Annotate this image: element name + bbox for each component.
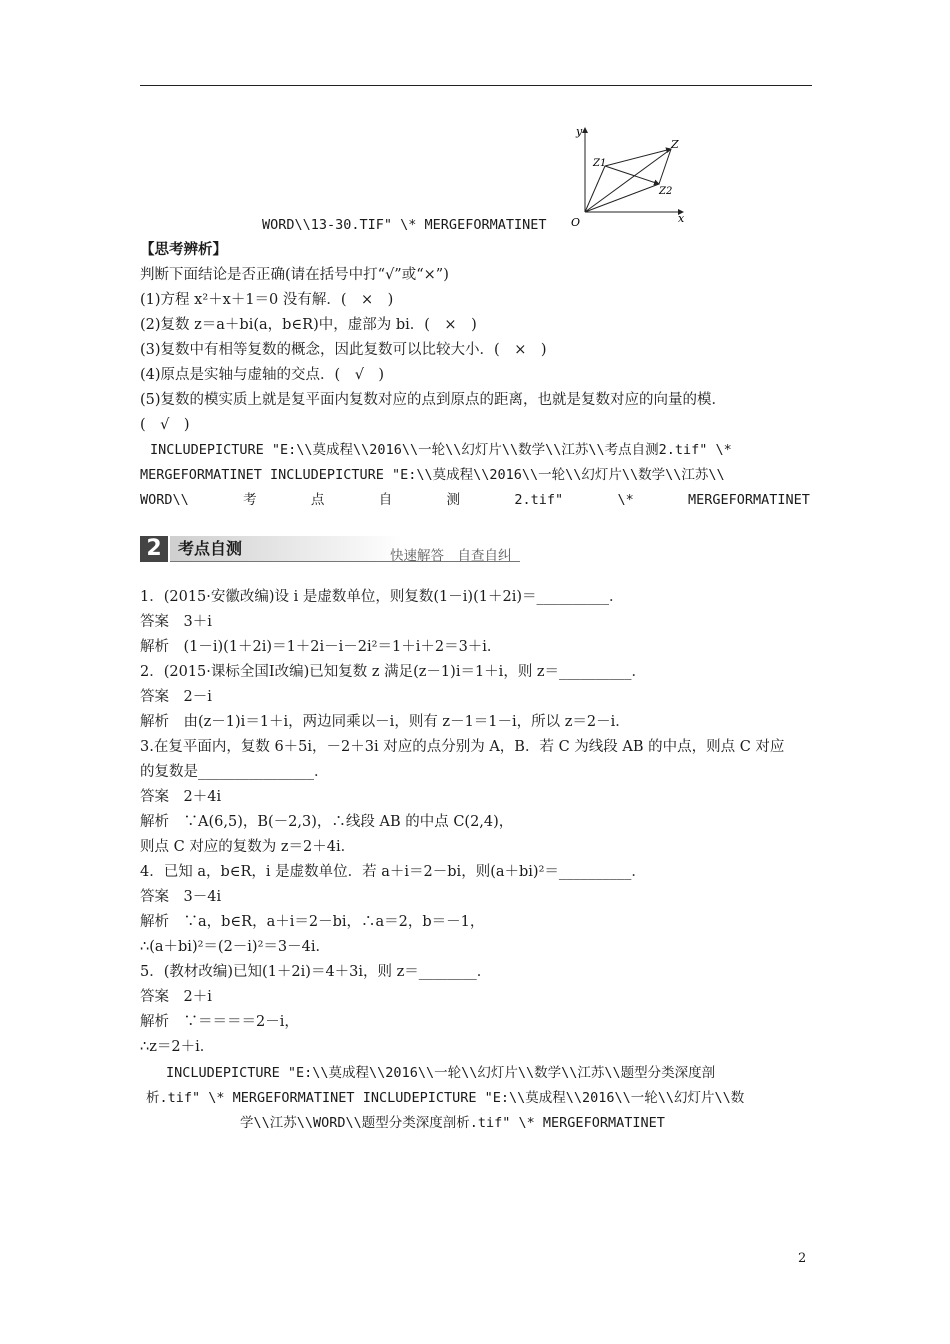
judge-item-1: (1)方程 x²＋x＋1＝0 没有解．( × ) — [140, 292, 394, 308]
answer-5: 答案 2＋i — [140, 989, 212, 1005]
explanation-4: 解析 ∵a，b∈R，a＋i＝2－bi，∴a＝2，b＝－1， — [140, 914, 485, 930]
include-field-part: 考 — [243, 492, 257, 508]
judge-item-5-answer: ( √ ) — [140, 417, 190, 433]
figure-caption: WORD\\13-30.TIF" \* MERGEFORMATINET — [262, 217, 547, 233]
section-header — [140, 536, 520, 562]
question-1: 1．(2015·安徽改编)设 i 是虚数单位，则复数(1－i)(1＋2i)＝__________． — [140, 589, 624, 605]
question-2: 2．(2015·课标全国Ⅰ改编)已知复数 z 满足(z－1)i＝1＋i，则 z＝__________． — [140, 664, 647, 680]
answer-4: 答案 3－4i — [140, 889, 222, 905]
explanation-5-continued: ∴z＝2＋i． — [140, 1039, 215, 1055]
question-3-continued: 的复数是________________． — [140, 764, 329, 780]
include-field-part: 自 — [378, 492, 393, 508]
origin-label: O — [571, 216, 581, 229]
question-5: 5．(教材改编)已知(1＋2i)＝4＋3i，则 z＝________． — [140, 964, 492, 980]
header-rule — [140, 85, 812, 86]
point-z2-label: Z2 — [659, 186, 673, 197]
judge-item-3: (3)复数中有相等复数的概念，因此复数可以比较大小．( × ) — [140, 342, 547, 358]
question-4: 4．已知 a，b∈R，i 是虚数单位．若 a＋i＝2－bi，则(a＋bi)²＝__________． — [140, 864, 646, 880]
include-field-line-2: MERGEFORMATINET INCLUDEPICTURE "E:\\莫成程\\2016\\一轮\\幻灯片\\数学\\江苏\\ — [140, 467, 725, 483]
include-field-line-1: INCLUDEPICTURE "E:\\莫成程\\2016\\一轮\\幻灯片\\数学\\江苏\\考点自测2.tif" \* — [150, 442, 732, 458]
vector-oz2 — [585, 184, 659, 212]
explanation-1: 解析 (1－i)(1＋2i)＝1＋2i－i－2i²＝1＋i＋2＝3＋i． — [140, 639, 502, 655]
include-field-part: MERGEFORMATINET — [688, 492, 810, 508]
judge-item-2: (2)复数 z＝a＋bi(a，b∈R)中，虚部为 bi．( × ) — [140, 317, 477, 333]
include-field-part: WORD\\ — [140, 492, 189, 508]
section-number-badge: 2 — [140, 536, 168, 562]
explanation-2: 解析 由(z－1)i＝1＋i，两边同乘以－i，则有 z－1＝1－i，所以 z＝2－i． — [140, 714, 630, 730]
judge-item-5: (5)复数的模实质上就是复平面内复数对应的点到原点的距离，也就是复数对应的向量的模． — [140, 392, 727, 408]
include-field-part: 测 — [446, 492, 461, 508]
edge-z1-z2 — [605, 166, 659, 184]
y-axis-label: y — [576, 125, 583, 138]
judge-item-4: (4)原点是实轴与虚轴的交点．( √ ) — [140, 367, 385, 383]
edge-z2-z — [659, 149, 671, 184]
include-field-line-5: 析.tif" \* MERGEFORMATINET INCLUDEPICTURE "E:\\莫成程\\2016\\一轮\\幻灯片\\数 — [146, 1090, 745, 1106]
explanation-4-continued: ∴(a＋bi)²＝(2－i)²＝3－4i． — [140, 939, 330, 955]
include-field-line-6: 学\\江苏\\WORD\\题型分类深度剖析.tif" \* MERGEFORMATINET — [240, 1115, 665, 1131]
judge-intro: 判断下面结论是否正确(请在括号中打“√”或“×”) — [140, 267, 449, 283]
question-3: 3.在复平面内，复数 6＋5i，－2＋3i 对应的点分别为 A，B．若 C 为线段 AB 的中点，则点 C 对应 — [140, 739, 785, 755]
answer-2: 答案 2－i — [140, 689, 212, 705]
explanation-5: 解析 ∵＝＝＝＝2－i， — [140, 1014, 299, 1030]
complex-plane-figure — [565, 122, 695, 232]
think-header: 【思考辨析】 — [140, 241, 227, 258]
include-field-line-4: INCLUDEPICTURE "E:\\莫成程\\2016\\一轮\\幻灯片\\数学\\江苏\\题型分类深度剖 — [166, 1065, 716, 1081]
explanation-3-continued: 则点 C 对应的复数为 z＝2＋4i． — [140, 839, 356, 855]
section-subtitle: 快速解答 自查自纠 — [390, 548, 512, 564]
include-field-part: 点 — [310, 492, 325, 508]
answer-3: 答案 2＋4i — [140, 789, 222, 805]
edge-z1-z — [605, 149, 671, 166]
section-title: 考点自测 — [170, 536, 402, 562]
point-z-label: Z — [671, 138, 679, 151]
include-field-part: 2.tif" — [514, 492, 564, 508]
include-field-line-3 — [140, 490, 810, 510]
x-axis-label: x — [678, 212, 685, 225]
answer-1: 答案 3＋i — [140, 614, 212, 630]
include-field-part: \* — [617, 492, 634, 508]
page-number: 2 — [798, 1251, 807, 1266]
point-z1-label: Z1 — [593, 158, 607, 169]
section-underline — [170, 561, 520, 562]
explanation-3: 解析 ∵A(6,5)，B(－2,3)，∴线段 AB 的中点 C(2,4)， — [140, 814, 514, 830]
